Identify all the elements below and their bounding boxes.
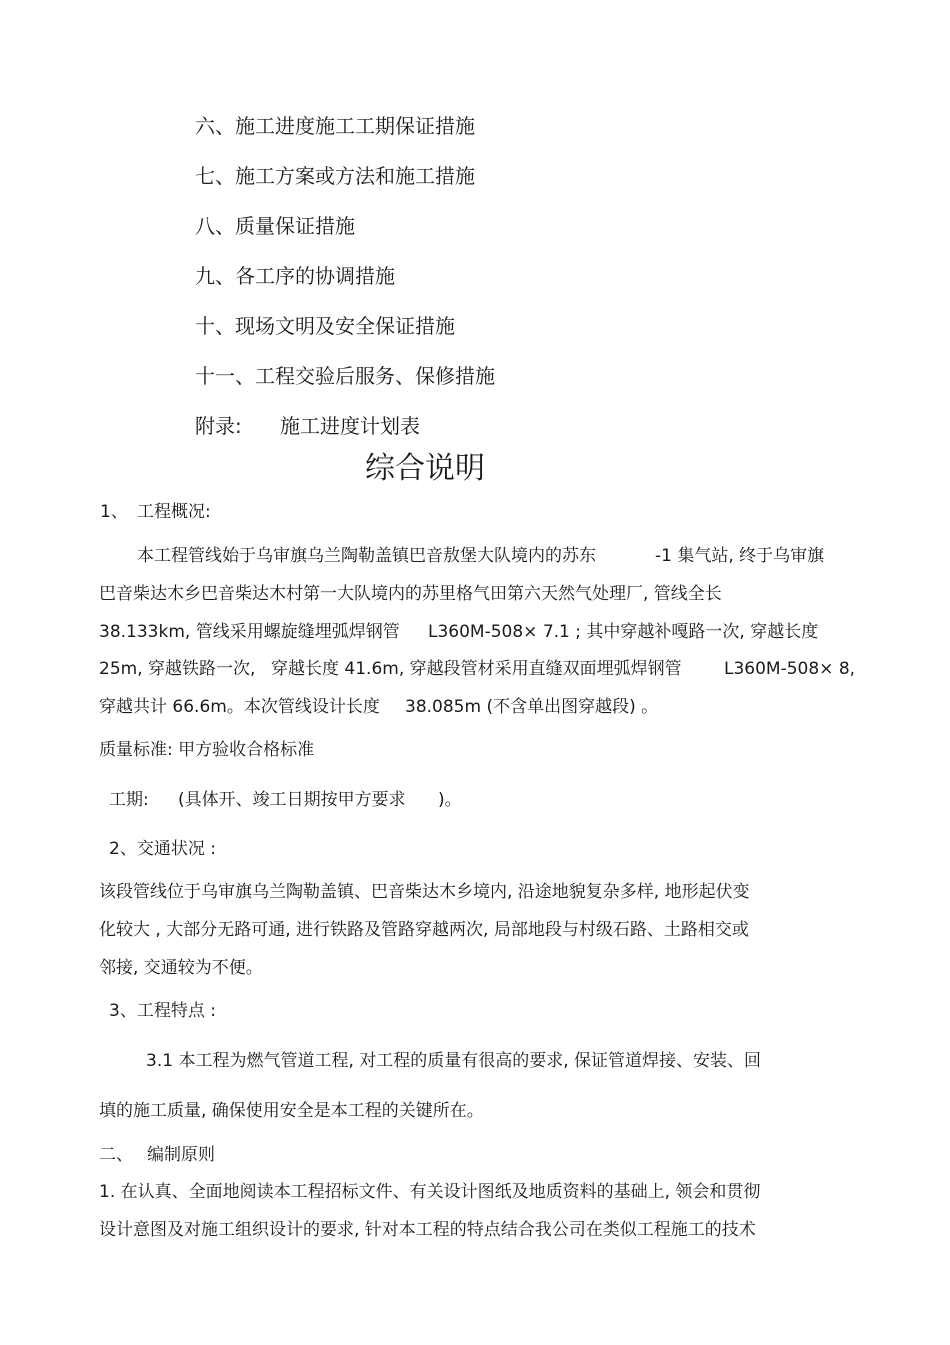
feature-line-1: 3.1 本工程为燃气管道工程, 对工程的质量有很高的要求, 保证管道焊接、安装、回: [146, 1051, 762, 1071]
overview-line-3b: L360M-508× 7.1 ; 其中穿越补嘎路一次, 穿越长度: [428, 622, 819, 642]
section-4-heading: 编制原则: [147, 1145, 215, 1165]
quality-standard: 质量标准: 甲方验收合格标准: [99, 740, 315, 760]
page-title: 综合说明: [365, 451, 485, 486]
overview-line-4a: 25m, 穿越铁路一次,: [99, 659, 256, 679]
feature-line-2: 填的施工质量, 确保使用安全是本工程的关键所在。: [99, 1101, 484, 1121]
period-label: 工期:: [109, 790, 149, 810]
toc-item-6: 六、施工进度施工工期保证措施: [195, 114, 475, 138]
overview-line-2: 巴音柴达木乡巴音柴达木村第一大队境内的苏里格气田第六天然气处理厂, 管线全长: [99, 584, 722, 604]
section-4-number: 二、: [99, 1145, 133, 1165]
overview-line-5b: 38.085m (不含单出图穿越段) 。: [405, 697, 659, 717]
toc-item-7: 七、施工方案或方法和施工措施: [195, 164, 475, 188]
period-text: (具体开、竣工日期按甲方要求: [178, 790, 406, 810]
traffic-line-3: 邻接, 交通较为不便。: [99, 958, 263, 978]
overview-line-5a: 穿越共计 66.6m。本次管线设计长度: [99, 697, 380, 717]
principle-line-2: 设计意图及对施工组织设计的要求, 针对本工程的特点结合我公司在类似工程施工的技术: [99, 1220, 756, 1240]
traffic-line-1: 该段管线位于乌审旗乌兰陶勒盖镇、巴音柴达木乡境内, 沿途地貌复杂多样, 地形起伏变: [99, 882, 750, 902]
section-1-number: 1、: [100, 502, 128, 522]
overview-line-4b: 穿越长度 41.6m, 穿越段管材采用直缝双面埋弧焊钢管: [271, 659, 682, 679]
overview-line-1a: 本工程管线始于乌审旗乌兰陶勒盖镇巴音敖堡大队境内的苏东: [137, 546, 596, 566]
toc-item-10: 十、现场文明及安全保证措施: [195, 314, 455, 338]
overview-line-1b: -1 集气站, 终于乌审旗: [655, 546, 825, 566]
overview-line-3a: 38.133km, 管线采用螺旋缝埋弧焊钢管: [99, 622, 400, 642]
section-1-heading: 工程概况:: [137, 502, 211, 522]
toc-appendix-label: 附录:: [195, 414, 242, 438]
period-end: )。: [438, 790, 462, 810]
principle-line-1: 1. 在认真、全面地阅读本工程招标文件、有关设计图纸及地质资料的基础上, 领会和贯彻: [99, 1182, 761, 1202]
toc-item-9: 九、各工序的协调措施: [195, 264, 395, 288]
section-3-heading: 3、工程特点 :: [109, 1001, 216, 1021]
toc-appendix-text: 施工进度计划表: [280, 414, 420, 438]
toc-item-11: 十一、工程交验后服务、保修措施: [195, 364, 495, 388]
toc-item-8: 八、质量保证措施: [195, 214, 355, 238]
section-2-heading: 2、交通状况 :: [109, 839, 216, 859]
traffic-line-2: 化较大 , 大部分无路可通, 进行铁路及管路穿越两次, 局部地段与村级石路、土路相交或: [99, 920, 749, 940]
overview-line-4c: L360M-508× 8,: [724, 659, 856, 679]
